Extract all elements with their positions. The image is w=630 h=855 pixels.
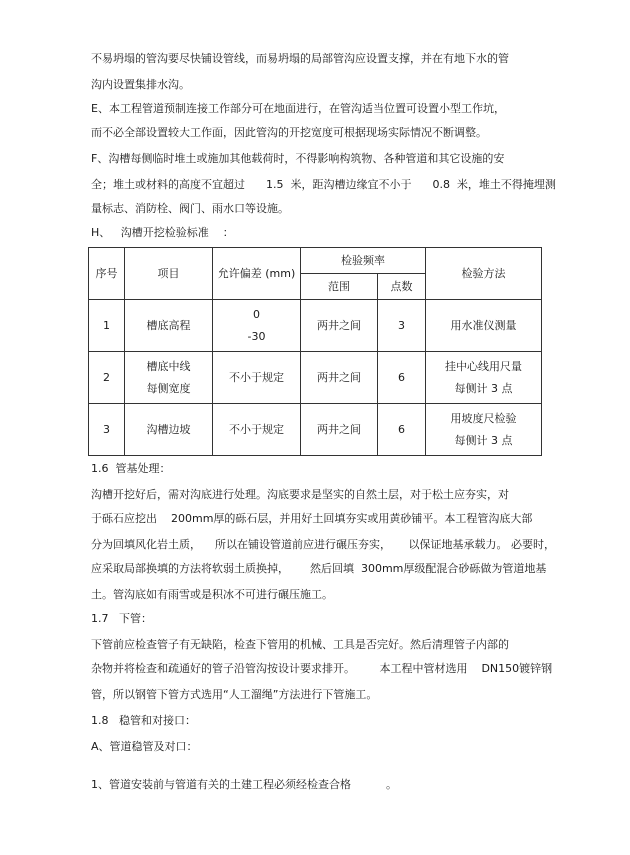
- item-line: 槽底中线: [146, 359, 191, 373]
- cell-points: 3: [378, 300, 426, 352]
- cell-range: 两井之间: [301, 352, 378, 404]
- cell-tolerance: 不小于规定: [213, 404, 301, 456]
- section-heading-1-7: 1.7 下管：: [91, 612, 152, 625]
- paragraph-line: 而不必全部设置较大工作面，因此管沟的开挖宽度可根据现场实际情况不断调整。: [91, 126, 487, 139]
- cell-no: 2: [89, 352, 125, 404]
- paragraph-line: 量标志、消防栓、阀门、雨水口等设施。: [91, 202, 289, 215]
- cell-item: 槽底高程: [125, 300, 213, 352]
- method-line: 每侧计 3 点: [454, 381, 513, 395]
- header-no: 序号: [89, 248, 125, 300]
- cell-points: 6: [378, 352, 426, 404]
- header-item: 项目: [125, 248, 213, 300]
- subsection-heading: A、管道稳管及对口：: [91, 740, 198, 753]
- table-row: [89, 352, 542, 404]
- table-row: [89, 300, 542, 352]
- cell-item: [125, 352, 213, 404]
- header-tolerance: 允许偏差 (mm): [213, 248, 301, 300]
- cell-no: 1: [89, 300, 125, 352]
- paragraph-line: 于砾石应挖出 200mm厚的砾石层，并用好土回填夯实或用黄砂铺平。本工程管沟底大部: [91, 512, 533, 525]
- cell-no: 3: [89, 404, 125, 456]
- paragraph-line: E、本工程管道预制连接工作部分可在地面进行，在管沟适当位置可设置小型工作坑，: [91, 102, 505, 115]
- table-row: [89, 404, 542, 456]
- method-line: 挂中心线用尺量: [445, 359, 522, 373]
- paragraph-line: 杂物并将检查和疏通好的管子沿管沟按设计要求排开。 本工程中管材选用 DN150镀锌钢: [91, 662, 553, 675]
- paragraph-line: 下管前应检查管子有无缺陷，检查下管用的机械、工具是否完好。然后清理管子内部的: [91, 638, 509, 651]
- paragraph-line: F、沟槽每侧临时堆土或施加其他载荷时，不得影响构筑物、各种管道和其它设施的安: [91, 152, 505, 165]
- method-line: 每侧计 3 点: [454, 433, 513, 447]
- excavation-inspection-table: [88, 247, 542, 456]
- header-frequency: 检验频率: [301, 248, 426, 274]
- cell-tolerance: 不小于规定: [213, 352, 301, 404]
- paragraph-line: 不易坍塌的管沟要尽快铺设管线，而易坍塌的局部管沟应设置支撑，并在有地下水的管: [91, 52, 509, 65]
- tolerance-upper: 0: [253, 307, 260, 321]
- paragraph-line: 沟槽开挖好后，需对沟底进行处理。沟底要求是坚实的自然土层，对于松土应夯实，对: [91, 488, 509, 501]
- item-line: 每侧宽度: [146, 381, 191, 395]
- paragraph-line: 分为回填风化岩土质， 所以在铺设管道前应进行碾压夯实， 以保证地基承载力。 必要时，: [91, 538, 555, 551]
- paragraph-line: 全；堆土或材料的高度不宜超过 1.5 米，距沟槽边缘宜不小于 0.8 米，堆土不得掩埋测: [91, 178, 556, 191]
- paragraph-line: 1、管道安装前与管道有关的土建工程必须经检查合格 。: [91, 778, 397, 791]
- cell-method: 用水准仪测量: [426, 300, 542, 352]
- header-points: 点数: [378, 274, 426, 300]
- tolerance-lower: -30: [247, 329, 266, 343]
- cell-tolerance: [213, 300, 301, 352]
- cell-method: [426, 352, 542, 404]
- paragraph-line: 管，所以钢管下管方式选用“人工溜绳”方法进行下管施工。: [91, 688, 378, 701]
- cell-method: [426, 404, 542, 456]
- cell-range: 两井之间: [301, 404, 378, 456]
- header-range: 范围: [301, 274, 378, 300]
- cell-range: 两井之间: [301, 300, 378, 352]
- method-line: 用坡度尺检验: [450, 411, 517, 425]
- section-heading-1-8: 1.8 稳管和对接口：: [91, 714, 196, 727]
- table-caption: H、 沟槽开挖检验标准 ：: [91, 226, 234, 239]
- paragraph-line: 土。管沟底如有雨雪或是积冰不可进行碾压施工。: [91, 588, 333, 601]
- header-method: 检验方法: [426, 248, 542, 300]
- section-heading-1-6: 1.6 管基处理：: [91, 462, 171, 475]
- paragraph-line: 沟内设置集排水沟。: [91, 78, 190, 91]
- cell-item: 沟槽边坡: [125, 404, 213, 456]
- cell-points: 6: [378, 404, 426, 456]
- paragraph-line: 应采取局部换填的方法将软弱土质换掉， 然后回填 300mm厚级配混合砂砾做为管道地基: [91, 562, 547, 575]
